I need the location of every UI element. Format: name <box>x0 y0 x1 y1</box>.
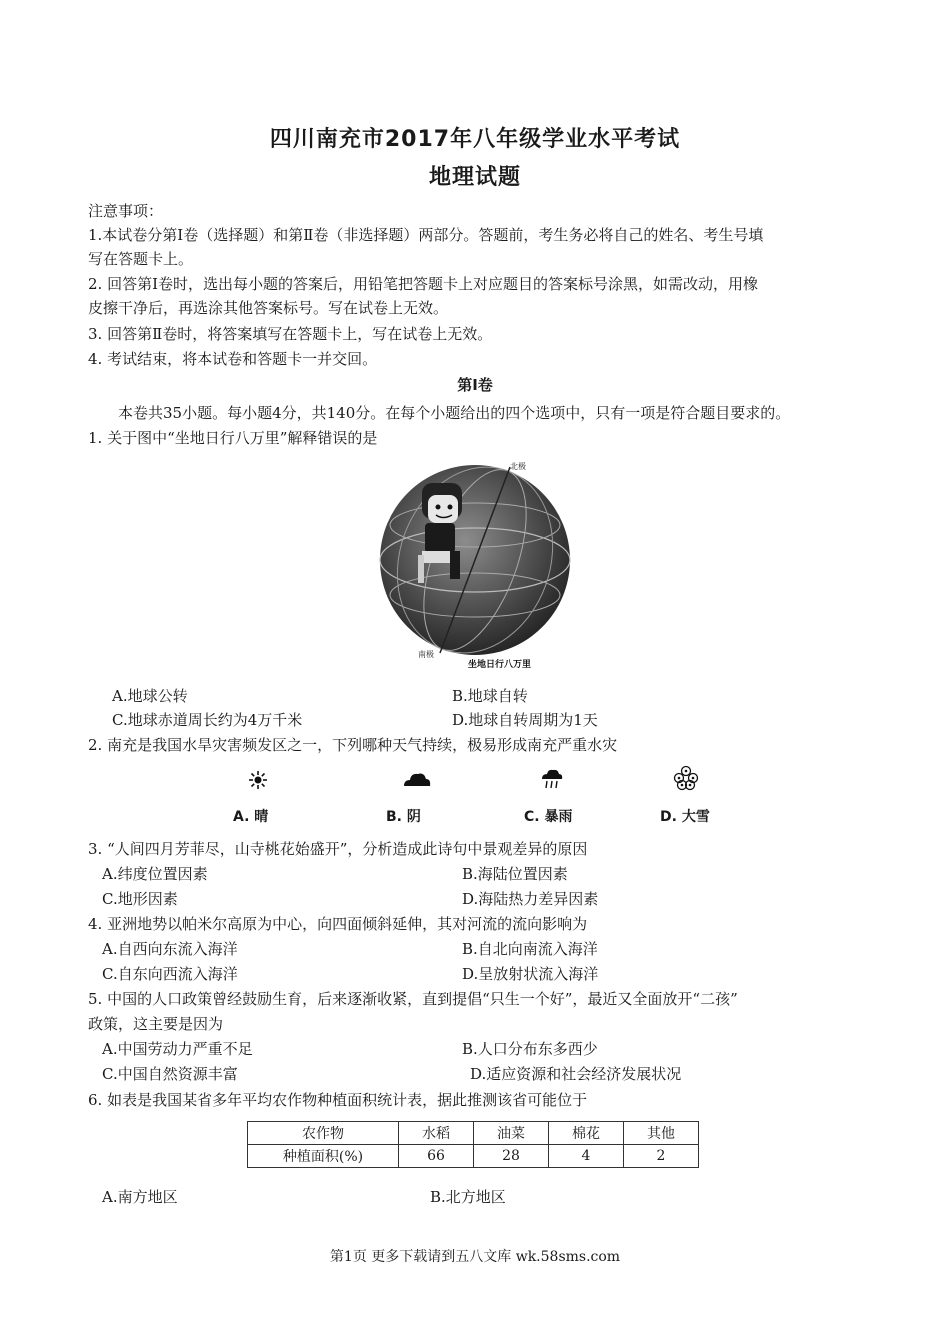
q6-option-a: A.南方地区 <box>102 1188 178 1206</box>
q4-option-a: A.自西向东流入海洋 <box>102 940 238 958</box>
heavy-snow-icon <box>672 765 700 791</box>
globe <box>372 455 578 675</box>
q2-option-b: B. 阴 <box>386 809 421 825</box>
table-cell: 28 <box>474 1145 549 1168</box>
q1-option-d: D.地球自转周期为1天 <box>452 711 598 729</box>
q2-option-c: C. 暴雨 <box>524 809 573 825</box>
table-header-cell: 棉花 <box>549 1122 624 1145</box>
q5-option-a: A.中国劳动力严重不足 <box>102 1040 253 1058</box>
q3-option-a: A.纬度位置因素 <box>102 865 208 883</box>
table-cell: 4 <box>549 1145 624 1168</box>
table-header-row <box>248 1122 699 1145</box>
note-2-line-2: 皮擦干净后，再选涂其他答案标号。写在试卷上无效。 <box>88 299 449 317</box>
north-pole-label: 北极 <box>510 462 526 471</box>
page-subtitle: 地理试题 <box>428 165 521 190</box>
q5-option-d: D.适应资源和社会经济发展状况 <box>470 1065 682 1083</box>
table-row <box>248 1145 699 1168</box>
note-1-line-1: 1.本试卷分第Ⅰ卷（选择题）和第Ⅱ卷（非选择题）两部分。答题前，考生务必将自己的姓名、考生号填 <box>88 226 764 244</box>
table-header-cell: 其他 <box>624 1122 699 1145</box>
q4-option-c: C.自东向西流入海洋 <box>102 965 238 983</box>
q3-stem: 3. “人间四月芳菲尽，山寺桃花始盛开”，分析造成此诗句中景观差异的原因 <box>88 840 588 858</box>
note-4: 4. 考试结束，将本试卷和答题卡一并交回。 <box>88 350 378 368</box>
q2-option-d: D. 大雪 <box>660 809 710 825</box>
q5-stem-line-1: 5. 中国的人口政策曾经鼓励生育，后来逐渐收紧，直到提倡“只生一个好”，最近又全面放开“二孩” <box>88 990 738 1008</box>
q2-option-a: A. 晴 <box>233 809 269 825</box>
q1-globe-figure <box>370 455 580 680</box>
q2-stem: 2. 南充是我国水旱灾害频发区之一，下列哪种天气持续，极易形成南充严重水灾 <box>88 736 618 754</box>
table-cell: 种植面积(%) <box>248 1145 399 1168</box>
note-3: 3. 回答第Ⅱ卷时，将答案填写在答题卡上，写在试卷上无效。 <box>88 325 493 343</box>
table-cell: 66 <box>399 1145 474 1168</box>
figure-caption: 坐地日行八万里 <box>468 660 532 670</box>
notes-heading: 注意事项： <box>88 202 164 220</box>
q4-stem: 4. 亚洲地势以帕米尔高原为中心，向四面倾斜延伸，其对河流的流向影响为 <box>88 915 588 933</box>
q1-option-a: A.地球公转 <box>112 687 188 705</box>
note-1-line-2: 写在答题卡上。 <box>88 250 194 268</box>
q5-stem-line-2: 政策，这主要是因为 <box>88 1015 224 1033</box>
table-header-cell: 农作物 <box>248 1122 399 1145</box>
section-intro: 本卷共35小题。每小题4分，共140分。在每个小题给出的四个选项中，只有一项是符合题目要求的。 <box>118 404 791 422</box>
q6-stem: 6. 如表是我国某省多年平均农作物种植面积统计表，据此推测该省可能位于 <box>88 1091 588 1109</box>
q6-option-b: B.北方地区 <box>430 1188 506 1206</box>
q3-option-b: B.海陆位置因素 <box>462 865 568 883</box>
section-title: 第Ⅰ卷 <box>457 376 493 394</box>
sunny-icon <box>248 770 268 790</box>
q5-option-b: B.人口分布东多西少 <box>462 1040 598 1058</box>
q1-option-c: C.地球赤道周长约为4万千米 <box>112 711 303 729</box>
q4-option-d: D.呈放射状流入海洋 <box>462 965 599 983</box>
q3-option-d: D.海陆热力差异因素 <box>462 890 599 908</box>
note-2-line-1: 2. 回答第Ⅰ卷时，选出每小题的答案后，用铅笔把答题卡上对应题目的答案标号涂黑，如需改动，用橡 <box>88 275 759 293</box>
south-pole-label: 南极 <box>418 650 434 659</box>
q1-option-b: B.地球自转 <box>452 687 528 705</box>
q5-option-c: C.中国自然资源丰富 <box>102 1065 238 1083</box>
page-title: 四川南充市2017年八年级学业水平考试 <box>269 127 681 152</box>
q1-stem: 1. 关于图中“坐地日行八万里”解释错误的是 <box>88 429 378 447</box>
q4-option-b: B.自北向南流入海洋 <box>462 940 598 958</box>
table-header-cell: 水稻 <box>399 1122 474 1145</box>
cloudy-icon <box>402 770 432 788</box>
q3-option-c: C.地形因素 <box>102 890 178 908</box>
crop-area-table <box>247 1121 699 1168</box>
rainstorm-icon <box>540 768 564 790</box>
page-footer: 第1页 更多下载请到五八文库 wk.58sms.com <box>329 1249 621 1265</box>
table-header-cell: 油菜 <box>474 1122 549 1145</box>
table-cell: 2 <box>624 1145 699 1168</box>
